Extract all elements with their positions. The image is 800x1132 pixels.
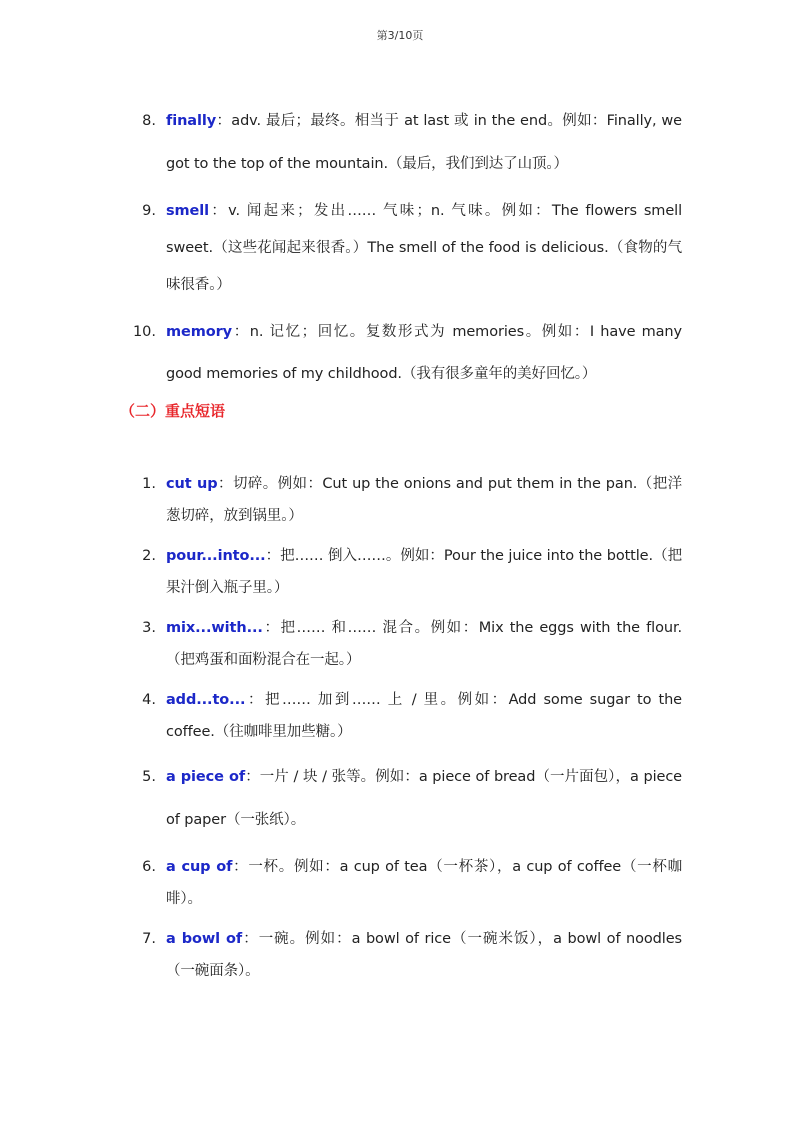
item-text xyxy=(166,851,682,915)
phrase-item-a-cup-of xyxy=(0,851,800,915)
term-a-bowl-of: a bowl of xyxy=(166,931,243,947)
definition-text: v. 闻起来；发出…… 气味；n. 气味。例如：The flowers smell sweet.（这些花闻起来很香。）The smell of the food is delicious.（食物的气味很香。） xyxy=(166,203,683,293)
definition-text: 切碎。例如：Cut up the onions and put them in the pan.（把洋葱切碎，放到锅里。） xyxy=(166,476,683,524)
phrase-item-a-piece-of xyxy=(0,756,800,842)
item-number: 9. xyxy=(142,203,156,219)
item-number: 7. xyxy=(142,931,156,947)
term-pour-into: pour...into... xyxy=(166,548,266,564)
item-number: 4. xyxy=(142,692,156,708)
term-a-piece-of: a piece of xyxy=(166,769,246,785)
term-separator: ： xyxy=(245,692,265,708)
phrase-item-a-bowl-of xyxy=(0,923,800,987)
item-text xyxy=(166,100,682,186)
definition-text: adv. 最后；最终。相当于 at last 或 in the end。例如：Finally, we got to the top of the mountain.（最后，我们到达了山顶。） xyxy=(166,113,682,172)
term-add-to: add...to... xyxy=(166,692,246,708)
page-number-header: 第3/10页 xyxy=(376,29,424,42)
vocabulary-item-smell xyxy=(0,193,800,304)
term-separator: ： xyxy=(242,931,259,947)
term-mix-with: mix...with... xyxy=(166,620,263,636)
definition-text: n. 记忆；回忆。复数形式为 memories。例如：I have many good memories of my childhood.（我有很多童年的美好回忆。） xyxy=(166,324,682,382)
item-text xyxy=(166,311,682,395)
phrase-item-add-to xyxy=(0,684,800,748)
item-text xyxy=(166,684,682,748)
item-number: 1. xyxy=(142,476,156,492)
item-number: 8. xyxy=(142,113,156,129)
term-separator: ： xyxy=(216,113,232,129)
definition-text: 一碗。例如：a bowl of rice（一碗米饭），a bowl of noodles（一碗面条）。 xyxy=(166,931,682,979)
item-text xyxy=(166,193,682,304)
definition-text: 把…… 倒入……。例如：Pour the juice into the bottle.（把果汁倒入瓶子里。） xyxy=(166,548,682,596)
term-separator: ： xyxy=(265,548,281,564)
item-text xyxy=(166,923,682,987)
item-text xyxy=(166,540,682,604)
term-cut-up: cut up xyxy=(166,476,218,492)
section-heading: （二）重点短语 xyxy=(120,402,226,420)
phrase-list xyxy=(0,468,800,987)
item-number: 3. xyxy=(142,620,156,636)
term-memory: memory xyxy=(166,324,233,340)
term-separator: ： xyxy=(209,203,229,219)
term-separator: ： xyxy=(232,859,249,875)
term-separator: ： xyxy=(217,476,233,492)
phrase-item-mix-with xyxy=(0,612,800,676)
item-number: 5. xyxy=(142,769,156,785)
definition-text: 把…… 和…… 混合。例如：Mix the eggs with the flour.（把鸡蛋和面粉混合在一起。） xyxy=(166,620,682,668)
term-smell: smell xyxy=(166,203,210,219)
vocabulary-item-finally xyxy=(0,100,800,186)
term-a-cup-of: a cup of xyxy=(166,859,233,875)
term-separator: ： xyxy=(232,324,250,340)
definition-text: 把…… 加到…… 上 / 里。例如：Add some sugar to the coffee.（往咖啡里加些糖。） xyxy=(166,692,682,740)
item-number: 6. xyxy=(142,859,156,875)
term-finally: finally xyxy=(166,113,217,129)
item-text xyxy=(166,468,682,532)
phrase-item-pour-into xyxy=(0,540,800,604)
definition-text: 一片 / 块 / 张等。例如：a piece of bread（一片面包），a piece of paper（一张纸）。 xyxy=(166,769,683,828)
item-number: 2. xyxy=(142,548,156,564)
item-number: 10. xyxy=(132,324,156,340)
definition-text: 一杯。例如：a cup of tea（一杯茶），a cup of coffee（一杯咖啡）。 xyxy=(166,859,682,907)
item-text xyxy=(166,612,682,676)
item-text xyxy=(166,756,682,842)
phrase-item-cut-up xyxy=(0,468,800,532)
vocabulary-list xyxy=(0,100,800,395)
vocabulary-item-memory xyxy=(0,311,800,395)
term-separator: ： xyxy=(245,769,260,785)
term-separator: ： xyxy=(262,620,281,636)
